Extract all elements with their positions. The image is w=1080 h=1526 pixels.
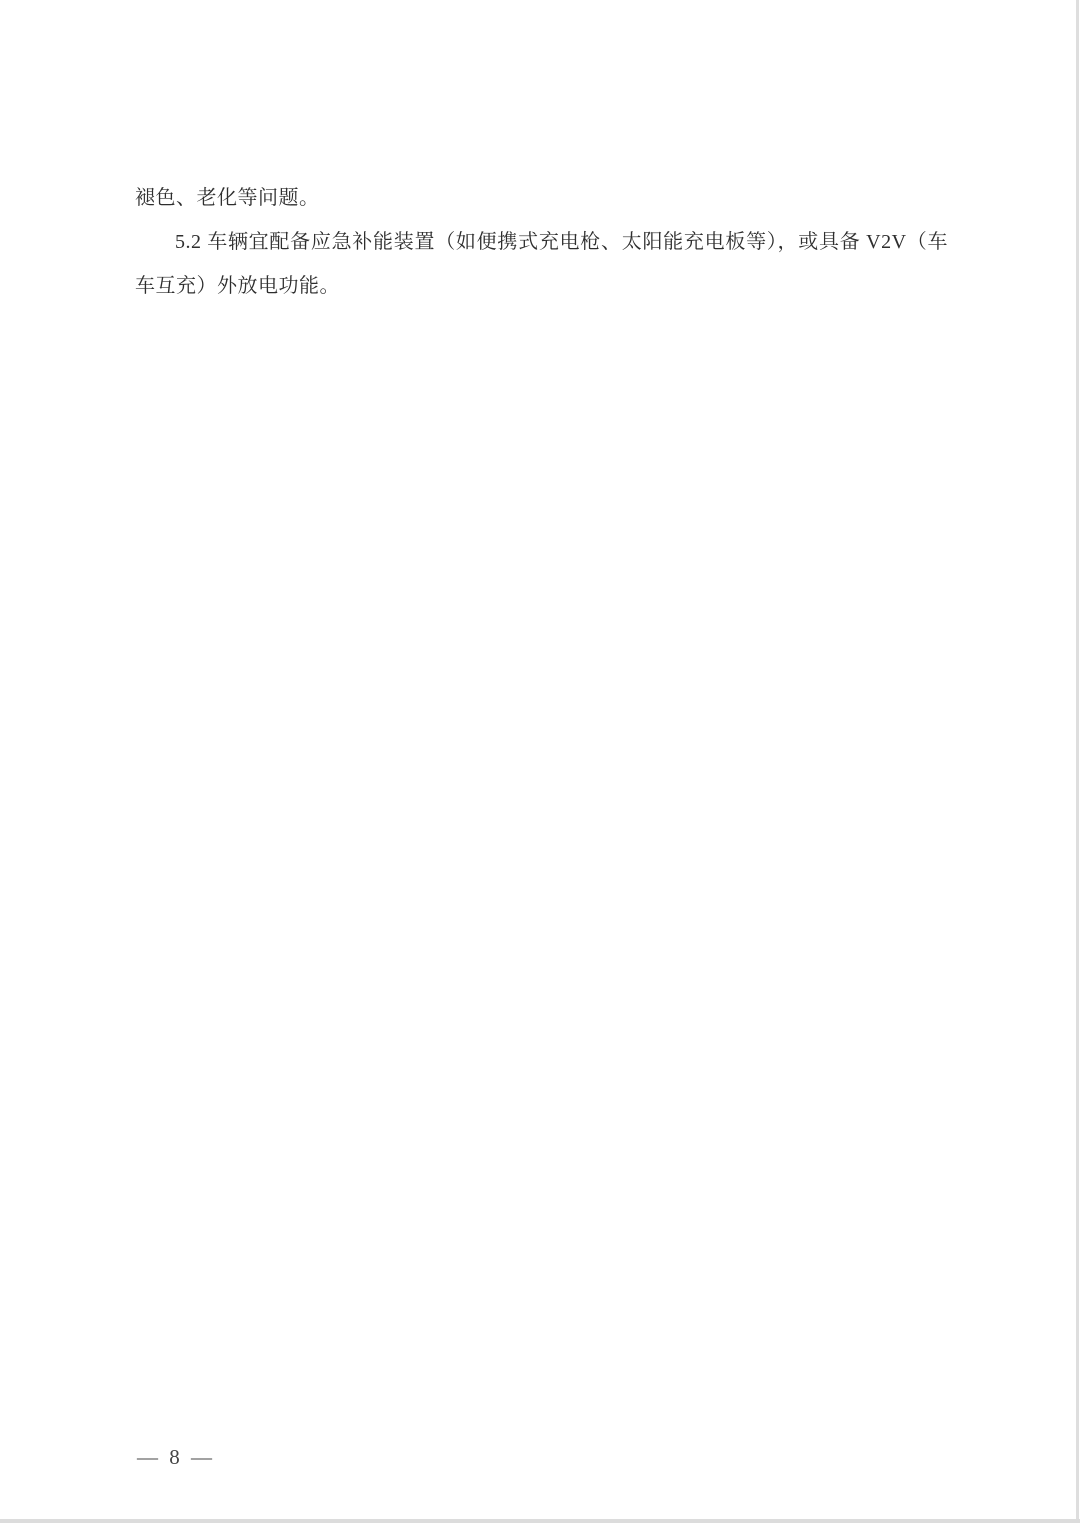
page-number: — 8 — — [137, 1445, 215, 1469]
page-edge-right — [1076, 0, 1079, 1522]
page-content — [135, 176, 948, 308]
page-edge-bottom — [0, 1519, 1080, 1523]
paragraph-continuation: 褪色、老化等问题。 — [135, 187, 320, 209]
paragraph-section-5-2: 5.2 车辆宜配备应急补能装置（如便携式充电枪、太阳能充电板等），或具备 V2V（车车互充）外放电功能。 — [135, 231, 948, 297]
